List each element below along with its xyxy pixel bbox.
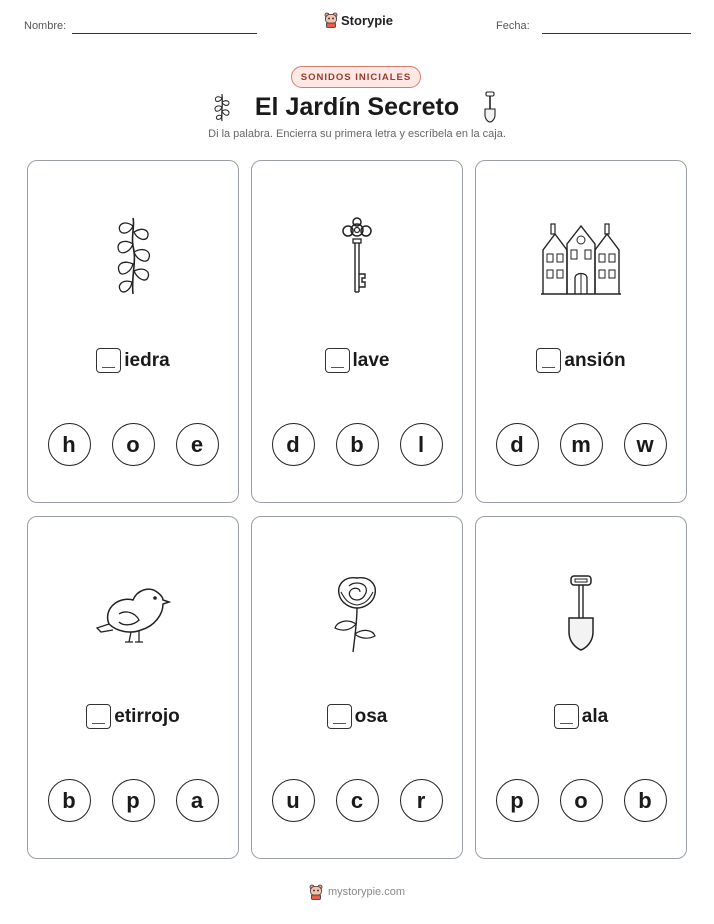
footer-url[interactable]: mystorypie.com bbox=[327, 886, 406, 898]
letter-choice[interactable]: l bbox=[400, 423, 443, 466]
exercise-card-iedra bbox=[27, 160, 239, 503]
bird-icon bbox=[93, 572, 173, 652]
rose-icon bbox=[327, 572, 387, 654]
storypie-mascot-icon bbox=[309, 884, 323, 900]
answer-box[interactable] bbox=[325, 348, 350, 373]
letter-choice[interactable]: h bbox=[48, 423, 91, 466]
date-label: Fecha: bbox=[496, 20, 530, 32]
answer-box[interactable] bbox=[86, 704, 111, 729]
small-shovel-icon bbox=[482, 91, 498, 123]
letter-choice[interactable]: e bbox=[176, 423, 219, 466]
letter-choice[interactable]: d bbox=[272, 423, 315, 466]
word-ending: iedra bbox=[124, 349, 170, 371]
storypie-mascot-icon bbox=[324, 12, 338, 28]
exercise-card-ansion bbox=[475, 160, 687, 503]
instructions: Di la palabra. Encierra su primera letra y escríbela en la caja. bbox=[208, 128, 506, 140]
letter-choice[interactable]: r bbox=[400, 779, 443, 822]
letter-choice[interactable]: c bbox=[336, 779, 379, 822]
letter-choice[interactable]: m bbox=[560, 423, 603, 466]
letter-choice[interactable]: o bbox=[112, 423, 155, 466]
answer-box[interactable] bbox=[96, 348, 121, 373]
letter-choice[interactable]: b bbox=[48, 779, 91, 822]
word-ending: ansión bbox=[564, 349, 626, 371]
name-label: Nombre: bbox=[24, 20, 67, 32]
letter-choice[interactable]: u bbox=[272, 779, 315, 822]
word-ending: lave bbox=[352, 349, 390, 371]
mansion-icon bbox=[539, 216, 623, 296]
brand-name: Storypie bbox=[341, 12, 394, 28]
shovel-icon bbox=[564, 572, 598, 652]
letter-choice[interactable]: p bbox=[496, 779, 539, 822]
letter-choice[interactable]: w bbox=[624, 423, 667, 466]
exercise-card-lave bbox=[251, 160, 463, 503]
name-line bbox=[72, 33, 257, 34]
letter-choice[interactable]: o bbox=[560, 779, 603, 822]
answer-box[interactable] bbox=[554, 704, 579, 729]
word-ending: etirrojo bbox=[114, 705, 180, 727]
date-line bbox=[542, 33, 691, 34]
letter-choice[interactable]: b bbox=[336, 423, 379, 466]
letter-choice[interactable]: d bbox=[496, 423, 539, 466]
word-ending: osa bbox=[354, 705, 388, 727]
letter-choice[interactable]: b bbox=[624, 779, 667, 822]
topic-badge: SONIDOS INICIALES bbox=[291, 66, 421, 88]
word-ending: ala bbox=[581, 705, 609, 727]
footer bbox=[0, 884, 714, 900]
page-title: El Jardín Secreto bbox=[254, 93, 460, 121]
exercise-card-etirrojo bbox=[27, 516, 239, 859]
answer-box[interactable] bbox=[536, 348, 561, 373]
exercise-card-osa bbox=[251, 516, 463, 859]
letter-choice[interactable]: p bbox=[112, 779, 155, 822]
exercise-card-ala bbox=[475, 516, 687, 859]
brand-logo bbox=[324, 12, 393, 28]
answer-box[interactable] bbox=[327, 704, 352, 729]
key-icon bbox=[337, 216, 377, 296]
letter-choice[interactable]: a bbox=[176, 779, 219, 822]
ivy-vine-icon bbox=[103, 216, 163, 296]
